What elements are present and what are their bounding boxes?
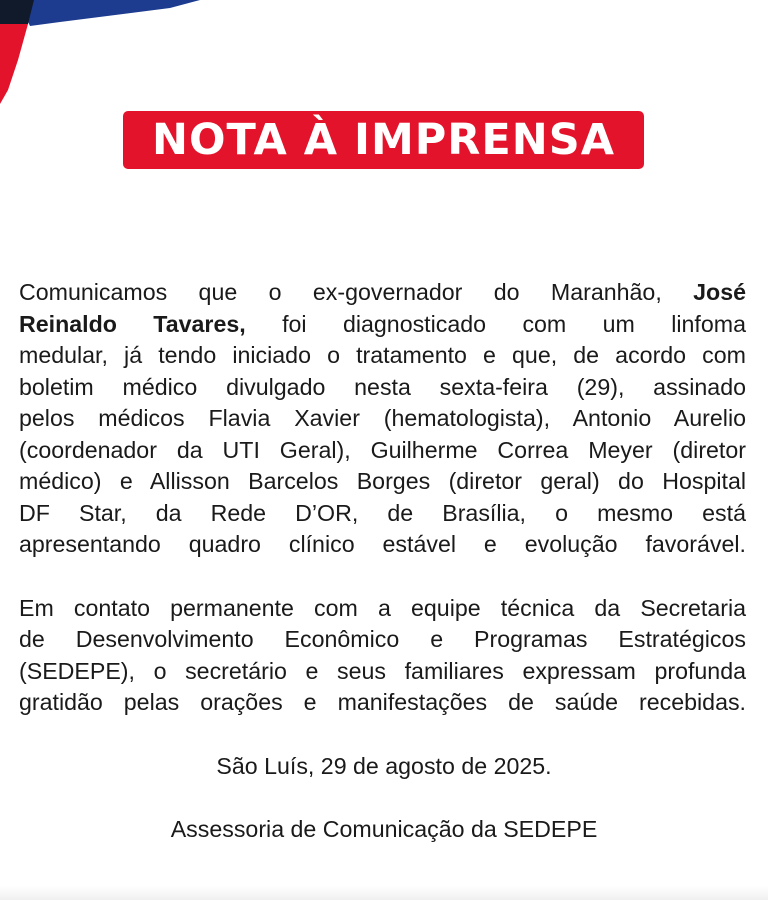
bottom-band [0, 886, 768, 900]
paragraph-line: médico) e Allisson Barcelos Borges (diretor geral) do Hospital [19, 468, 746, 494]
paragraph-line: (SEDEPE), o secretário e seus familiares expressam profunda [19, 657, 746, 684]
page-title: NOTA À IMPRENSA [151, 114, 616, 165]
paragraph-line: apresentando quadro clínico estável e evolução favorável. [19, 531, 746, 557]
corner-blue-stripe [18, 0, 200, 26]
signature: Assessoria de Comunicação da SEDEPE [170, 816, 598, 842]
paragraph-line: pelos médicos Flavia Xavier (hematologista), Antonio Aurelio [19, 405, 746, 431]
title-banner [123, 111, 644, 169]
bold-name-first: José [693, 279, 746, 305]
paragraph-line-text: foi diagnosticado com um linfoma [282, 310, 746, 337]
paragraph-line: de Desenvolvimento Econômico e Programas Estratégicos [19, 626, 746, 652]
paragraph-line [19, 309, 746, 341]
paragraph-line: Em contato permanente com a equipe técnica da Secretaria [19, 594, 746, 621]
paragraph-line: gratidão pelas orações e manifestações de saúde recebidas. [19, 689, 746, 715]
paragraph-line [19, 277, 746, 309]
paragraph-line: boletim médico divulgado nesta sexta-feira (29), assinado [19, 373, 746, 400]
paragraph-2 [19, 593, 746, 719]
paragraph-line-text: Comunicamos que o ex-governador do Maranhão, [19, 279, 662, 305]
bold-name-rest: Reinaldo Tavares, [19, 310, 246, 337]
corner-decoration [0, 0, 200, 110]
place-and-date: São Luís, 29 de agosto de 2025. [216, 753, 552, 779]
paragraph-1 [19, 277, 746, 561]
paragraph-line: DF Star, da Rede D’OR, de Brasília, o mesmo está [19, 499, 746, 526]
paragraph-line: (coordenador da UTI Geral), Guilherme Correa Meyer (diretor [19, 436, 746, 463]
corner-red-stripe [0, 24, 28, 104]
press-release-body [19, 277, 746, 719]
paragraph-line: medular, já tendo iniciado o tratamento e que, de acordo com [19, 342, 746, 368]
